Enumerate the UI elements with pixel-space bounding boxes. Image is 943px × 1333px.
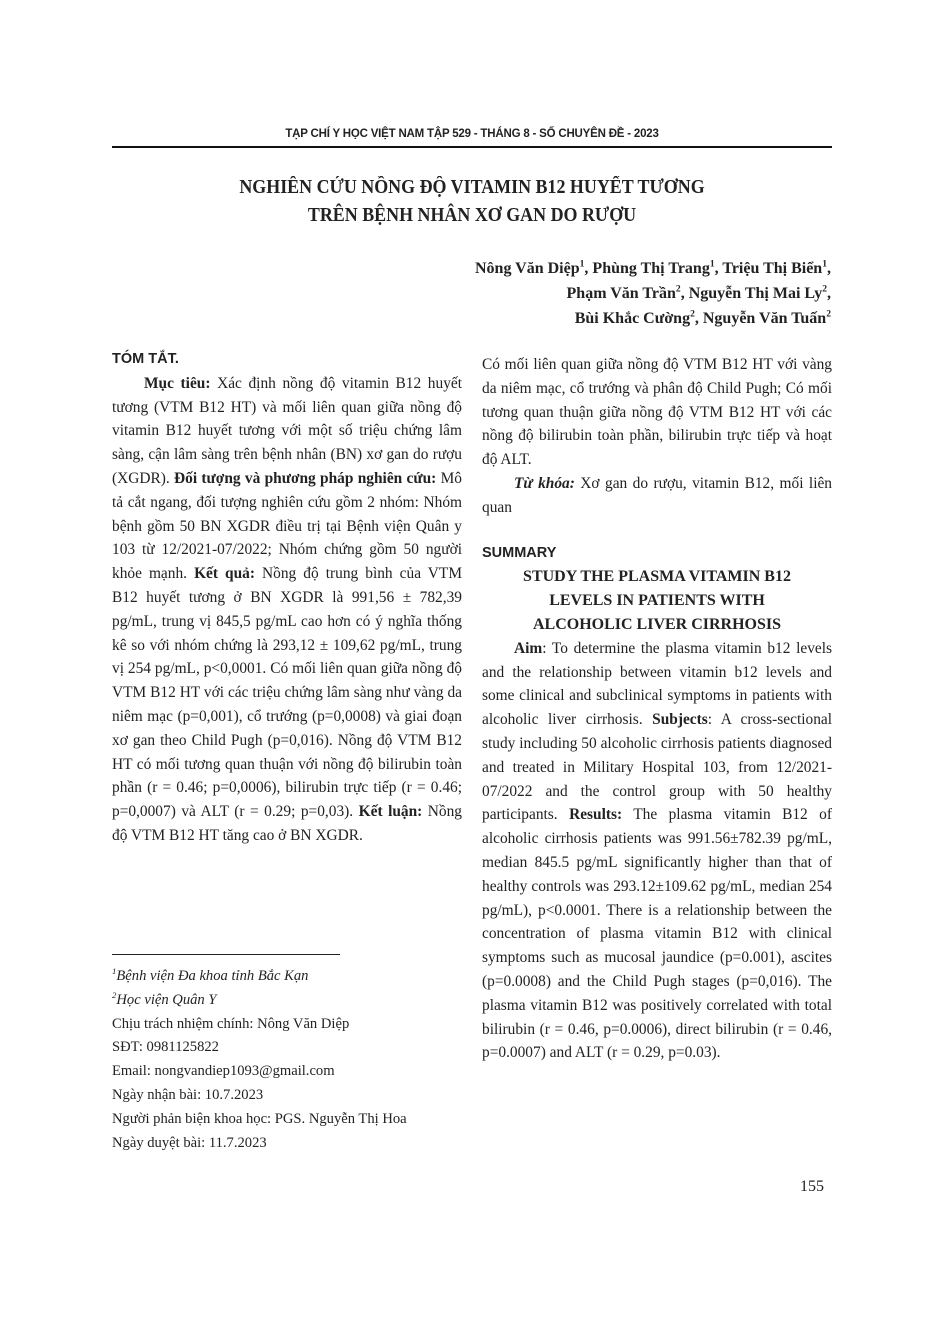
result-text: Nồng độ trung bình của VTM B12 huyết tương ở BN XGDR là 991,56 ± 782,39 pg/mL, trung vị 845,5 pg/mL cao hơn có ý nghĩa thống kê so với nhóm chứng là 293,12 ± 109,62 pg/mL, trung vị 254 pg/mL, p<0,0001. Có mối liên quan giữa nồng độ VTM B12 HT với các triệu chứng lâm sàng như vàng da niêm mạc (p=0,001), cổ trướng (p=0,0008) và giai đoạn xơ gan theo Child Pugh (p=0,016). Nồng độ VTM B12 HT có mối tương quan thuận với nồng độ bilirubin toàn phần (r = 0.46; p=0,0006), bilirubin trực tiếp (r = 0.46; p=0,0007) và ALT (r = 0.29; p=0,03).	[112, 565, 462, 821]
subjects-label: Subjects	[652, 711, 708, 729]
email: Email: nongvandiep1093@gmail.com	[112, 1063, 335, 1080]
phone: SĐT: 0981125822	[112, 1039, 219, 1056]
title-line: TRÊN BỆNH NHÂN XƠ GAN DO RƯỢU	[307, 205, 637, 226]
keywords-label: Từ khóa:	[514, 474, 575, 492]
footnote-rule	[112, 954, 340, 955]
aff-text: Bệnh viện Đa khoa tỉnh Bắc Kạn	[116, 968, 309, 984]
summary-heading: SUMMARY	[482, 544, 557, 561]
aim-label: Mục tiêu:	[144, 374, 211, 392]
subjects-text: : A cross-sectional study including 50 alcoholic cirrhosis patients diagnosed and treated in Military Hospital 103, from 12/2021-07/2022 and the control group with 50 healthy participants.	[482, 711, 832, 824]
conclusion-label: Kết luận:	[358, 803, 423, 821]
date-accepted: Ngày duyệt bài: 11.7.2023	[112, 1134, 267, 1151]
reviewer: Người phản biện khoa học: PGS. Nguyễn Thị Hoa	[112, 1110, 407, 1127]
author-name: Nguyễn Thị Mai Ly	[688, 285, 823, 302]
title-line: NGHIÊN CỨU NỒNG ĐỘ VITAMIN B12 HUYẾT TƯƠNG	[239, 177, 705, 198]
aff-sup: 1	[112, 966, 117, 977]
results-label: Results:	[569, 806, 623, 824]
paper-title	[141, 174, 803, 230]
conclusion-text: Nồng độ VTM B12 HT tăng cao ở BN XGDR.	[112, 803, 462, 844]
aim-text-en: : To determine the plasma vitamin b12 levels and the relationship between vitamin b12 levels and some clinical and subclinical symptoms in patients with alcoholic liver cirrhosis.	[482, 639, 832, 729]
summary-body	[482, 637, 832, 1065]
author-line: Nông Văn Diệp$^1$, Phùng Thị Trang$^1$, Triệu Thị Biển$^1$,	[475, 258, 831, 277]
author-name: Nguyễn Văn Tuấn	[702, 310, 827, 327]
page-number: 155	[800, 1178, 824, 1195]
method-text: Mô tả cắt ngang, đối tượng nghiên cứu gồm 2 nhóm: Nhóm bệnh gồm 50 BN XGDR điều trị tại Bệnh viện Quân y 103 từ 12/2021-07/2022; Nhóm chứng gồm 50 người khỏe mạnh.	[112, 469, 462, 583]
summary-title-line: ALCOHOLIC LIVER CIRRHOSIS	[532, 615, 782, 633]
aff-sup: 2	[112, 989, 117, 1000]
corresponding-author: Chịu trách nhiệm chính: Nông Văn Diệp	[112, 1015, 350, 1032]
summary-title-line: STUDY THE PLASMA VITAMIN B12	[523, 568, 791, 586]
summary-title-line: LEVELS IN PATIENTS WITH	[549, 592, 765, 610]
summary-title	[482, 565, 832, 636]
result-label: Kết quả:	[194, 565, 255, 583]
author-line: Phạm Văn Trần$^2$, Nguyễn Thị Mai Ly$^2$,	[566, 283, 831, 302]
header-rule	[112, 146, 832, 148]
abstract-body	[112, 372, 462, 848]
keywords-text: Xơ gan do rượu, vitamin B12, mối liên quan	[482, 474, 832, 516]
abstract-continuation	[482, 353, 832, 1065]
author-name: Phùng Thị Trang	[592, 260, 710, 277]
author-affiliation: 2	[826, 308, 831, 320]
affiliation-2	[112, 989, 472, 1013]
author-line: Bùi Khắc Cường$^2$, Nguyễn Văn Tuấn$^2$	[574, 308, 831, 327]
author-name: Nông Văn Diệp	[475, 260, 580, 277]
date-received: Ngày nhận bài: 10.7.2023	[112, 1086, 264, 1103]
method-label: Đối tượng và phương pháp nghiên cứu:	[174, 469, 437, 487]
author-name: Triệu Thị Biển	[722, 260, 823, 277]
aff-text: Học viện Quân Y	[116, 991, 217, 1008]
author-affiliation: 2	[822, 283, 827, 295]
keywords	[482, 472, 832, 520]
journal-header: TẠP CHÍ Y HỌC VIỆT NAM TẬP 529 - THÁNG 8 - SỐ CHUYÊN ĐỀ - 2023	[285, 128, 659, 140]
author-affiliation: 2	[675, 283, 681, 295]
conclusion-continued: Có mối liên quan giữa nồng độ VTM B12 HT với vàng da niêm mạc, cổ trướng và phân độ Child Pugh; Có mối tương quan thuận giữa nồng độ VTM B12 HT với các nồng độ bilirubin toàn phần, bilirubin trực tiếp và hoạt độ ALT.	[482, 356, 832, 469]
author-affiliation: 1	[822, 258, 827, 270]
author-affiliation: 2	[690, 308, 695, 320]
author-name: Bùi Khắc Cường	[574, 310, 691, 327]
footnotes	[112, 965, 472, 1155]
author-name: Phạm Văn Trần	[566, 285, 676, 302]
abstract-vi	[112, 348, 462, 848]
affiliation-1	[112, 965, 472, 989]
authors	[475, 256, 831, 331]
author-affiliation: 1	[579, 258, 585, 270]
author-affiliation: 1	[709, 258, 715, 270]
aim-text: Xác định nồng độ vitamin B12 huyết tương (VTM B12 HT) và mối liên quan giữa nồng độ vitamin B12 huyết tương với một số triệu chứng lâm sàng, cận lâm sàng trên bệnh nhân (BN) xơ gan do rượu (XGDR).	[112, 374, 462, 487]
abstract-heading: TÓM TẮT.	[112, 351, 179, 367]
aim-label-en: Aim	[514, 639, 543, 657]
results-text: The plasma vitamin B12 of alcoholic cirrhosis patients was 991.56±782.39 pg/mL, median 845.5 pg/mL significantly higher than that of healthy controls was 293.12±109.62 pg/mL, median 254 pg/mL), p<0.0001. There is a relationship between the concentration of plasma vitamin B12 with clinical symptoms such as mucosal jaundice (p=0.001), ascites (p=0.0008) and the Child Pugh stages (p=0,016). The plasma vitamin B12 was positively correlated with total bilirubin (r = 0.46, p=0.0006), direct bilirubin (r = 0.46, p=0.0007) and ALT (r = 0.29, p=0.03).	[482, 806, 832, 1062]
